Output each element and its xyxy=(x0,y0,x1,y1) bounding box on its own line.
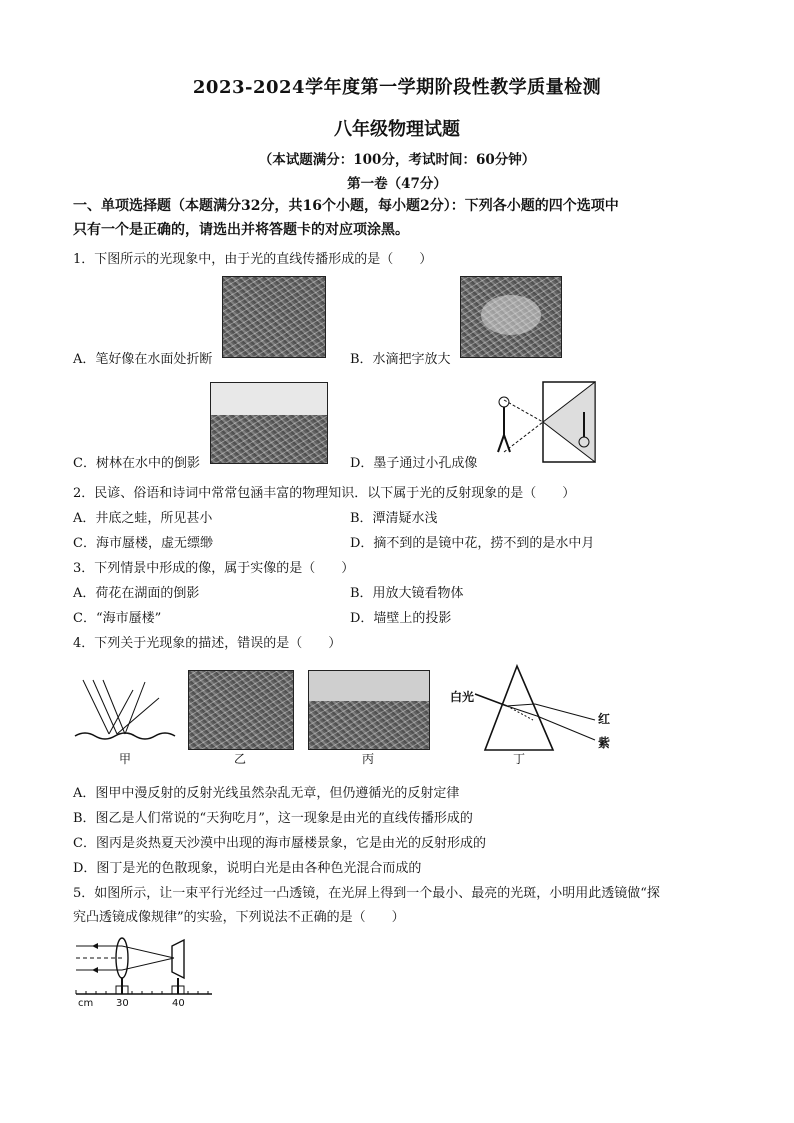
q3-option-d: D．墙壁上的投影 xyxy=(350,611,452,626)
label-white-light: 白光 xyxy=(450,690,475,704)
q4-caption-ding: 丁 xyxy=(512,752,525,766)
ruler-unit: cm xyxy=(78,998,94,1009)
q4-option-c: C．图丙是炎热夏天沙漠中出现的海市蜃楼景象，它是由光的反射形成的 xyxy=(73,836,486,851)
q2-option-c: C．海市蜃楼，虚无缥缈 xyxy=(73,536,213,551)
q2-stem: 2．民谚、俗语和诗词中常常包涵丰富的物理知识．以下属于光的反射现象的是（ ） xyxy=(73,486,576,501)
q3-option-c: C．“海市蜃楼” xyxy=(73,611,162,626)
q5-stem-line2: 究凸透镜成像规律”的实验，下列说法不正确的是（ ） xyxy=(73,910,405,925)
pinhole-diagram xyxy=(488,380,598,464)
prism-dispersion-diagram xyxy=(445,664,615,752)
q4-image-yi xyxy=(188,670,294,750)
q3-stem: 3．下列情景中形成的像，属于实像的是（ ） xyxy=(73,561,355,576)
q1-option-b: B．水滴把字放大 xyxy=(350,352,451,367)
q4-caption-bing: 丙 xyxy=(361,752,374,766)
q4-stem: 4．下列关于光现象的描述，错误的是（ ） xyxy=(73,636,342,651)
q1-stem: 1．下图所示的光现象中，由于光的直线传播形成的是（ ） xyxy=(73,252,433,267)
q1-option-d: D．墨子通过小孔成像 xyxy=(350,456,478,471)
q2-option-d: D．摘不到的是镜中花，捞不到的是水中月 xyxy=(350,536,595,551)
q2-option-a: A．井底之蛙，所见甚小 xyxy=(73,511,213,526)
q1-image-b xyxy=(460,276,562,358)
exam-subtitle: 八年级物理试题 xyxy=(334,119,460,140)
q2-option-b: B．潭清疑水浅 xyxy=(350,511,438,526)
ruler-tick-40: 40 xyxy=(172,998,185,1009)
lens-bench-diagram xyxy=(76,934,212,1010)
label-purple: 紫 xyxy=(598,736,611,750)
q1-image-a xyxy=(222,276,326,358)
q3-option-b: B．用放大镜看物体 xyxy=(350,586,464,601)
q4-option-a: A．图甲中漫反射的反射光线虽然杂乱无章，但仍遵循光的反射定律 xyxy=(73,786,460,801)
q1-option-a: A．笔好像在水面处折断 xyxy=(73,352,213,367)
q4-caption-yi: 乙 xyxy=(233,752,246,766)
exam-note: （本试题满分：100分，考试时间：60分钟） xyxy=(258,152,536,168)
diffuse-reflection-diagram xyxy=(75,676,175,746)
volume-label: 第一卷（47分） xyxy=(347,176,447,192)
section-heading-line2: 只有一个是正确的，请选出并将答题卡的对应项涂黑。 xyxy=(73,222,409,238)
q4-caption-jia: 甲 xyxy=(118,752,131,766)
ruler-tick-30: 30 xyxy=(116,998,129,1009)
q4-option-b: B．图乙是人们常说的“天狗吃月”，这一现象是由光的直线传播形成的 xyxy=(73,811,473,826)
q4-option-d: D．图丁是光的色散现象，说明白光是由各种色光混合而成的 xyxy=(73,861,422,876)
label-red: 红 xyxy=(598,712,611,726)
q1-option-c: C．树林在水中的倒影 xyxy=(73,456,200,471)
q4-image-bing xyxy=(308,670,430,750)
q5-stem-line1: 5．如图所示，让一束平行光经过一凸透镜，在光屏上得到一个最小、最亮的光斑，小明用此透镜做“探 xyxy=(73,886,660,901)
q3-option-a: A．荷花在湖面的倒影 xyxy=(73,586,200,601)
section-heading-line1: 一、单项选择题（本题满分32分，共16个小题，每小题2分）：下列各小题的四个选项中 xyxy=(73,198,619,214)
q1-image-c xyxy=(210,382,328,464)
exam-title: 2023-2024学年度第一学期阶段性教学质量检测 xyxy=(192,77,602,98)
